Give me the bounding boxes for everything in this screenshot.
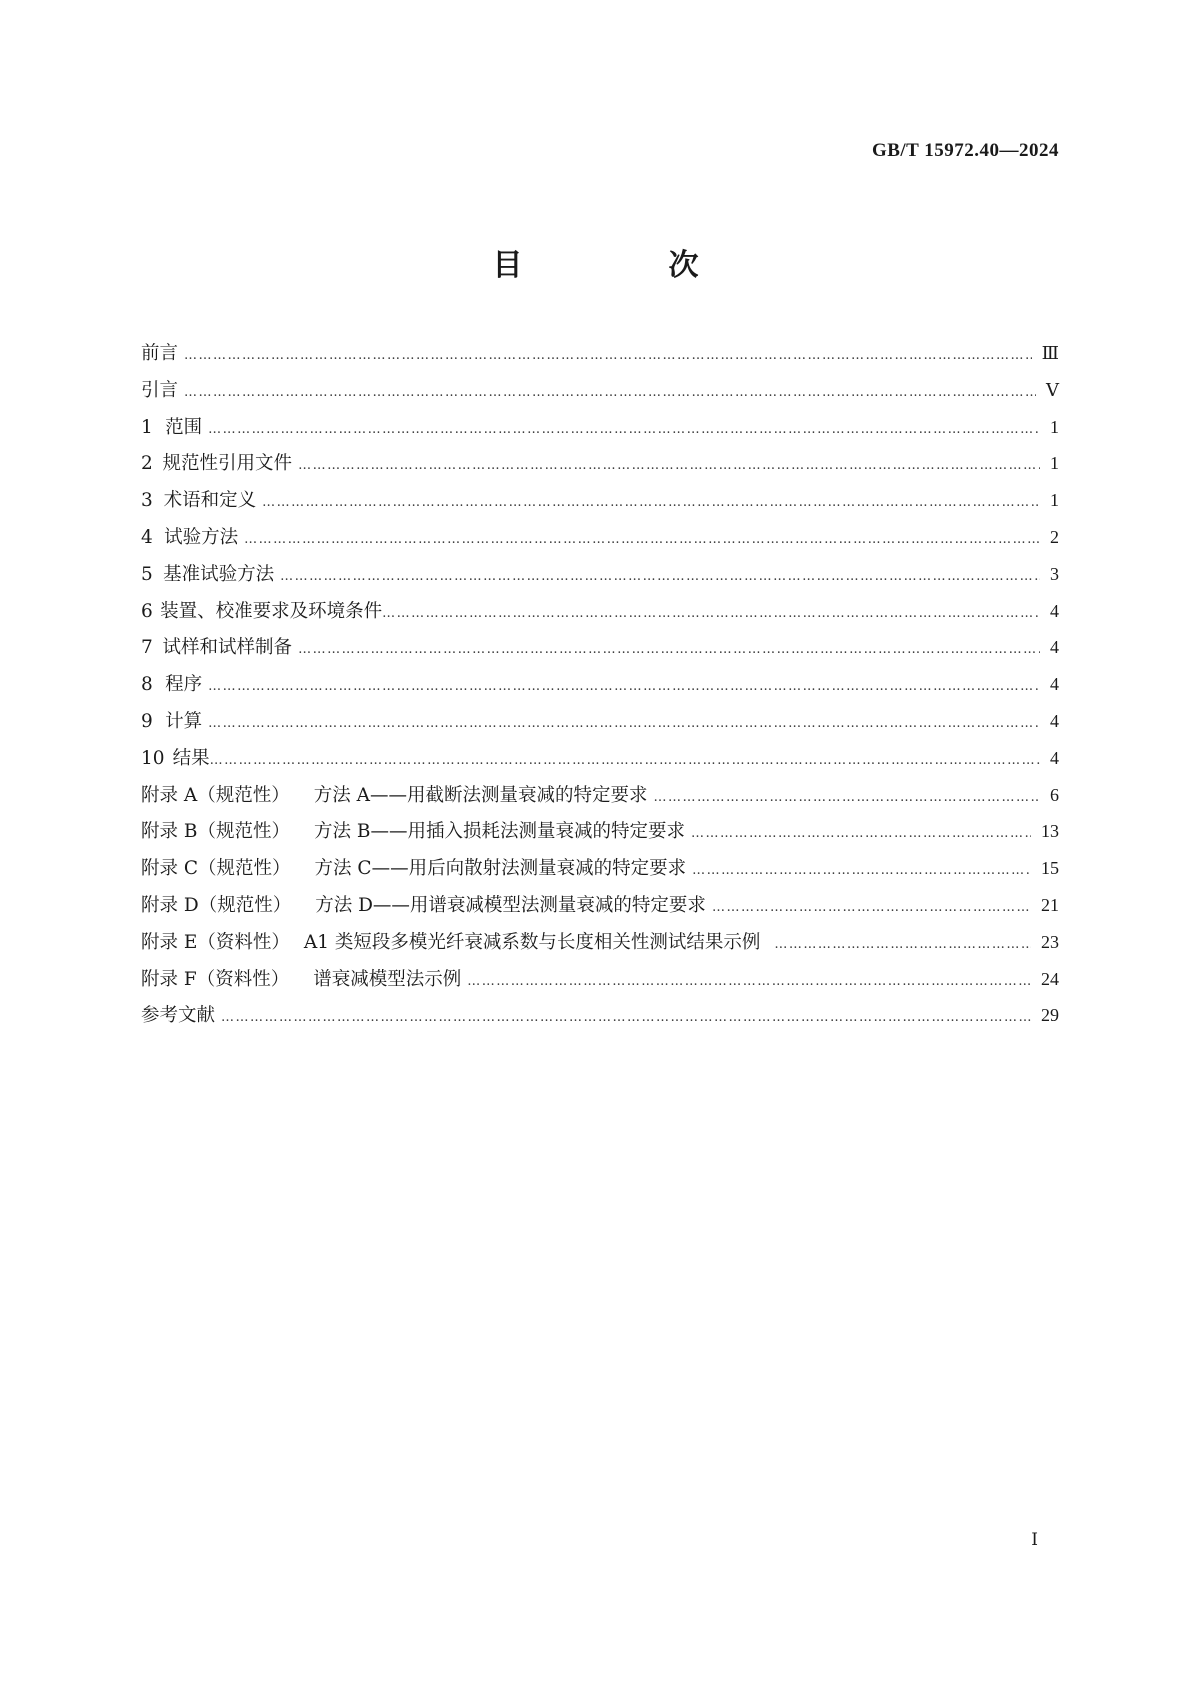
annex-designation: 附录 B（规范性） <box>141 821 290 843</box>
toc-entry-number: 9 <box>141 710 153 732</box>
toc-entry-page: Ⅴ <box>1046 379 1059 400</box>
toc-entry-label <box>141 851 692 888</box>
toc-leader-dots <box>221 1000 1031 1037</box>
toc-entry-2[interactable] <box>141 445 1059 482</box>
toc-entry-label: 规范性引用文件 <box>162 453 293 475</box>
toc-entry-page: 1 <box>1050 416 1059 437</box>
toc-entry-10[interactable] <box>141 740 1059 777</box>
toc-entry-4[interactable] <box>141 519 1059 556</box>
toc-entry-bibliography[interactable] <box>141 997 1059 1034</box>
toc-entry-page: 4 <box>1050 600 1059 621</box>
toc-entry-number: 8 <box>141 674 153 696</box>
toc-entry-8[interactable] <box>141 666 1059 703</box>
toc-entry-1[interactable] <box>141 409 1059 446</box>
toc-entry-number: 7 <box>141 637 153 659</box>
toc-entry-page: Ⅲ <box>1041 343 1059 363</box>
toc-entry-label: 试验方法 <box>164 526 239 548</box>
annex-designation: 附录 E（资料性） <box>141 931 290 953</box>
toc-entry-page: 24 <box>1041 968 1059 989</box>
toc-entry-number: 5 <box>141 563 153 585</box>
toc-entry-page: 2 <box>1050 526 1059 547</box>
annex-title: 方法 D——用谱衰减模型法测量衰减的特定要求 <box>315 894 706 916</box>
toc-entry-label: 计算 <box>165 710 203 732</box>
annex-designation: 附录 C（规范性） <box>141 858 291 880</box>
toc-leader-dots <box>691 816 1031 853</box>
toc-leader-dots <box>184 338 1032 375</box>
toc-entry-label <box>141 778 654 815</box>
toc-entry-page: 21 <box>1041 894 1059 915</box>
standard-code: GB/T 15972.40—2024 <box>871 140 1059 161</box>
toc-leader-dots <box>208 706 1040 743</box>
toc-entry-annex-d[interactable] <box>141 887 1059 924</box>
annex-title: 方法 C——用后向散射法测量衰减的特定要求 <box>314 858 687 880</box>
toc-entry-label <box>141 962 467 999</box>
table-of-contents <box>141 335 1059 1034</box>
toc-entry-label: 结果 <box>172 747 210 769</box>
toc-entry-5[interactable] <box>141 556 1059 593</box>
toc-entry-label: 基准试验方法 <box>163 563 275 585</box>
annex-title: A1 类短段多模光纤衰减系数与长度相关性测试结果示例 <box>303 931 761 953</box>
toc-leader-dots <box>467 964 1031 1001</box>
toc-entry-foreword[interactable] <box>141 335 1059 372</box>
toc-entry-annex-e[interactable] <box>141 924 1059 961</box>
toc-entry-number: 10 <box>141 747 165 769</box>
toc-leader-dots <box>244 522 1040 559</box>
toc-entry-number: 3 <box>141 490 153 512</box>
toc-leader-dots <box>774 927 1031 964</box>
annex-title: 方法 B——用插入损耗法测量衰减的特定要求 <box>313 821 685 843</box>
toc-entry-label: 术语和定义 <box>163 490 257 512</box>
toc-entry-number: 1 <box>141 416 153 438</box>
toc-entry-page: 1 <box>1050 453 1059 474</box>
toc-leader-dots <box>262 485 1040 522</box>
toc-entry-page: 23 <box>1041 931 1059 952</box>
toc-entry-page: 29 <box>1041 1005 1059 1026</box>
toc-leader-dots <box>184 375 1036 412</box>
toc-leader-dots <box>382 596 1040 633</box>
toc-entry-number: 2 <box>141 453 153 475</box>
toc-entry-page: 6 <box>1050 784 1059 805</box>
toc-entry-label <box>141 888 712 925</box>
toc-entry-label: 试样和试样制备 <box>162 637 293 659</box>
toc-entry-number: 4 <box>141 526 153 548</box>
toc-entry-annex-c[interactable] <box>141 850 1059 887</box>
toc-leader-dots <box>654 780 1041 817</box>
toc-leader-dots <box>692 853 1031 890</box>
annex-title: 方法 A——用截断法测量衰减的特定要求 <box>313 784 648 806</box>
toc-leader-dots <box>298 448 1040 485</box>
toc-leader-dots <box>208 669 1040 706</box>
toc-leader-dots <box>298 632 1040 669</box>
page-number: Ⅰ <box>1031 1530 1038 1549</box>
toc-leader-dots <box>208 412 1040 449</box>
toc-entry-page: 3 <box>1050 563 1059 584</box>
toc-entry-label <box>141 925 774 962</box>
toc-entry-page: 15 <box>1041 858 1059 879</box>
annex-title: 谱衰减模型法示例 <box>313 968 462 990</box>
annex-designation: 附录 D（规范性） <box>141 894 292 916</box>
annex-designation: 附录 F（资料性） <box>141 968 290 990</box>
toc-entry-annex-f[interactable] <box>141 961 1059 998</box>
page-title: 目 次 <box>492 248 757 283</box>
toc-entry-label: 引言 <box>141 379 179 401</box>
toc-leader-dots <box>210 743 1040 780</box>
annex-designation: 附录 A（规范性） <box>141 784 290 806</box>
toc-entry-label: 前言 <box>141 343 179 364</box>
toc-entry-number: 6 <box>141 600 153 622</box>
toc-entry-label <box>141 814 691 851</box>
toc-entry-page: 4 <box>1050 747 1059 768</box>
toc-entry-introduction[interactable] <box>141 372 1059 409</box>
toc-entry-6[interactable] <box>141 593 1059 630</box>
toc-entry-label: 装置、校准要求及环境条件 <box>160 600 383 622</box>
toc-entry-9[interactable] <box>141 703 1059 740</box>
toc-entry-page: 4 <box>1050 637 1059 658</box>
toc-entry-7[interactable] <box>141 629 1059 666</box>
toc-entry-3[interactable] <box>141 482 1059 519</box>
toc-leader-dots <box>712 890 1031 927</box>
toc-entry-page: 4 <box>1050 674 1059 695</box>
toc-entry-label: 参考文献 <box>141 1005 216 1027</box>
toc-entry-page: 1 <box>1050 490 1059 511</box>
toc-entry-label: 范围 <box>165 416 203 438</box>
toc-leader-dots <box>280 559 1040 596</box>
toc-entry-annex-b[interactable] <box>141 813 1059 850</box>
toc-entry-page: 4 <box>1050 710 1059 731</box>
toc-entry-page: 13 <box>1041 821 1059 842</box>
toc-entry-label: 程序 <box>165 674 203 696</box>
toc-entry-annex-a[interactable] <box>141 777 1059 814</box>
